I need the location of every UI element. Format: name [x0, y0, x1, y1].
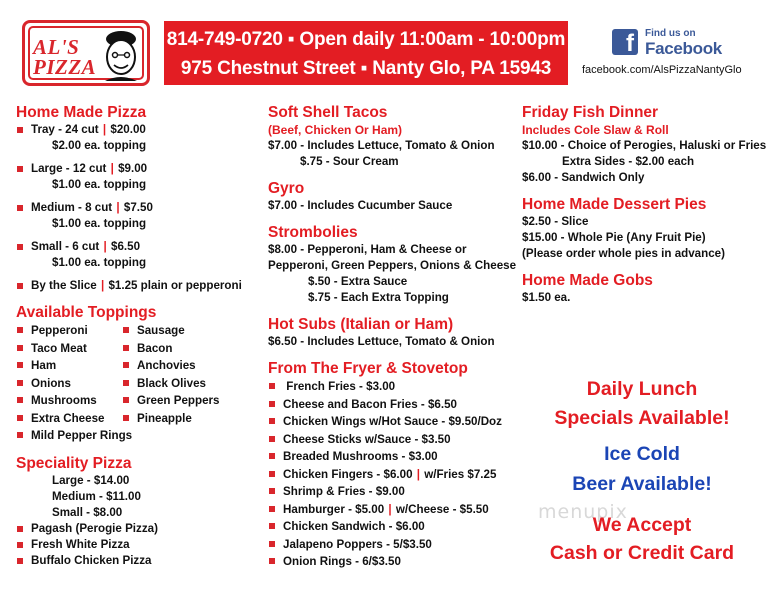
lunch-specials-line-1: Daily Lunch	[586, 378, 698, 400]
fryer-title: From The Fryer & Stovetop	[268, 360, 468, 377]
fish-dinner-price: $10.00 - Choice of Perogies, Haluski or Fries	[522, 139, 767, 152]
speciality-item: Fresh White Pizza	[16, 537, 261, 553]
facebook-find-text: Find us on	[645, 28, 696, 39]
topping-item: Taco Meat	[16, 340, 132, 358]
fryer-item: Cheese and Bacon Fries - $6.50	[268, 396, 520, 414]
fryer-item: Onion Rings - 6/$3.50	[268, 553, 520, 571]
strombolies-extra-topping: $.75 - Each Extra Topping	[308, 291, 449, 304]
tacos-price: $7.00 - Includes Lettuce, Tomato & Onion	[268, 139, 495, 152]
fryer-list	[268, 378, 520, 571]
column-left	[16, 104, 261, 569]
fish-sandwich-price: $6.00 - Sandwich Only	[522, 171, 645, 184]
column-right	[522, 104, 767, 306]
logo-line-2: PIZZA	[33, 55, 97, 79]
strombolies-extra-sauce: $.50 - Extra Sauce	[308, 275, 408, 288]
topping-item: Mushrooms	[16, 392, 132, 410]
pizza-by-slice: By the Slice | $1.25 plain or pepperoni	[16, 278, 261, 294]
strombolies-desc: Pepperoni, Green Peppers, Onions & Cheese	[268, 259, 517, 272]
fryer-item: Hamburger - $5.00 | w/Cheese - $5.50	[268, 501, 520, 519]
speciality-size: Small - $8.00	[52, 506, 123, 519]
lunch-specials-line-2: Specials Available!	[554, 407, 730, 429]
topping-item: Mild Pepper Rings	[16, 427, 132, 445]
address: 975 Chestnut Street ▪ Nanty Glo, PA 15943	[180, 58, 552, 79]
toppings-list	[16, 322, 261, 448]
topping-item: Extra Cheese	[16, 410, 132, 428]
beer-line-2: Beer Available!	[572, 473, 712, 495]
homemade-pizza-title: Home Made Pizza	[16, 104, 147, 121]
fryer-item: Breaded Mushrooms - $3.00	[268, 448, 520, 466]
topping-item: Pineapple	[122, 410, 219, 428]
pie-whole-price: $15.00 - Whole Pie (Any Fruit Pie)	[522, 231, 706, 244]
speciality-item: Pagash (Perogie Pizza)	[16, 521, 261, 537]
dessert-pies-title: Home Made Dessert Pies	[522, 196, 707, 213]
fish-dinner-title: Friday Fish Dinner	[522, 104, 659, 121]
hot-subs-title: Hot Subs (Italian or Ham)	[268, 316, 454, 333]
hot-subs-price: $6.50 - Includes Lettuce, Tomato & Onion	[268, 335, 495, 348]
tacos-subtitle: (Beef, Chicken Or Ham)	[268, 123, 403, 137]
speciality-size: Medium - $11.00	[52, 490, 141, 503]
pizza-topping-tray: $2.00 ea. topping	[52, 139, 147, 152]
facebook-badge[interactable]	[612, 28, 722, 58]
topping-item: Black Olives	[122, 375, 219, 393]
speciality-pizza-title: Speciality Pizza	[16, 455, 132, 472]
phone-hours: 814-749-0720 ▪ Open daily 11:00am - 10:00pm	[166, 29, 566, 50]
gobs-title: Home Made Gobs	[522, 272, 653, 289]
pizza-topping-medium: $1.00 ea. topping	[52, 217, 147, 230]
topping-item: Pepperoni	[16, 322, 132, 340]
fryer-item: French Fries - $3.00	[268, 378, 520, 396]
topping-item: Bacon	[122, 340, 219, 358]
topping-item: Green Peppers	[122, 392, 219, 410]
chef-face-icon	[99, 29, 143, 83]
payment-line-1: We Accept	[592, 514, 692, 536]
topping-item: Sausage	[122, 322, 219, 340]
fryer-item: Jalapeno Poppers - 5/$3.50	[268, 536, 520, 554]
beer-line-1: Ice Cold	[604, 443, 680, 465]
pie-order-note: (Please order whole pies in advance)	[522, 247, 725, 260]
fryer-item: Shrimp & Fries - $9.00	[268, 483, 520, 501]
topping-item: Ham	[16, 357, 132, 375]
pizza-size-tray: Tray - 24 cut | $20.00	[16, 122, 261, 138]
strombolies-price: $8.00 - Pepperoni, Ham & Cheese or	[268, 243, 467, 256]
strombolies-title: Strombolies	[268, 224, 358, 241]
gobs-price: $1.50 ea.	[522, 291, 571, 304]
pizza-size-small: Small - 6 cut | $6.50	[16, 239, 261, 255]
toppings-title: Available Toppings	[16, 304, 157, 321]
gyro-price: $7.00 - Includes Cucumber Sauce	[268, 199, 453, 212]
facebook-name: Facebook	[645, 39, 722, 58]
speciality-size: Large - $14.00	[52, 474, 130, 487]
fryer-item: Chicken Fingers - $6.00 | w/Fries $7.25	[268, 466, 520, 484]
pizza-size-large: Large - 12 cut | $9.00	[16, 161, 261, 177]
fish-dinner-sides: Extra Sides - $2.00 each	[562, 155, 695, 168]
tacos-title: Soft Shell Tacos	[268, 104, 388, 121]
facebook-icon: f	[612, 29, 638, 55]
pizza-topping-small: $1.00 ea. topping	[52, 256, 147, 269]
logo-line-1: AL'S	[33, 35, 80, 59]
fryer-item: Chicken Sandwich - $6.00	[268, 518, 520, 536]
pie-slice-price: $2.50 - Slice	[522, 215, 589, 228]
watermark: menupix	[538, 501, 628, 523]
facebook-url[interactable]: facebook.com/AlsPizzaNantyGlo	[582, 64, 742, 76]
pizza-topping-large: $1.00 ea. topping	[52, 178, 147, 191]
tacos-extra: $.75 - Sour Cream	[300, 155, 399, 168]
topping-item: Onions	[16, 375, 132, 393]
gyro-title: Gyro	[268, 180, 305, 197]
fryer-item: Cheese Sticks w/Sauce - $3.50	[268, 431, 520, 449]
header-banner	[164, 21, 568, 85]
speciality-item: Buffalo Chicken Pizza	[16, 553, 261, 569]
column-middle	[268, 104, 520, 571]
topping-item: Anchovies	[122, 357, 219, 375]
fryer-item: Chicken Wings w/Hot Sauce - $9.50/Doz	[268, 413, 520, 431]
logo	[22, 20, 150, 86]
fish-dinner-subtitle: Includes Cole Slaw & Roll	[522, 123, 669, 137]
payment-line-2: Cash or Credit Card	[549, 542, 735, 564]
pizza-size-medium: Medium - 8 cut | $7.50	[16, 200, 261, 216]
